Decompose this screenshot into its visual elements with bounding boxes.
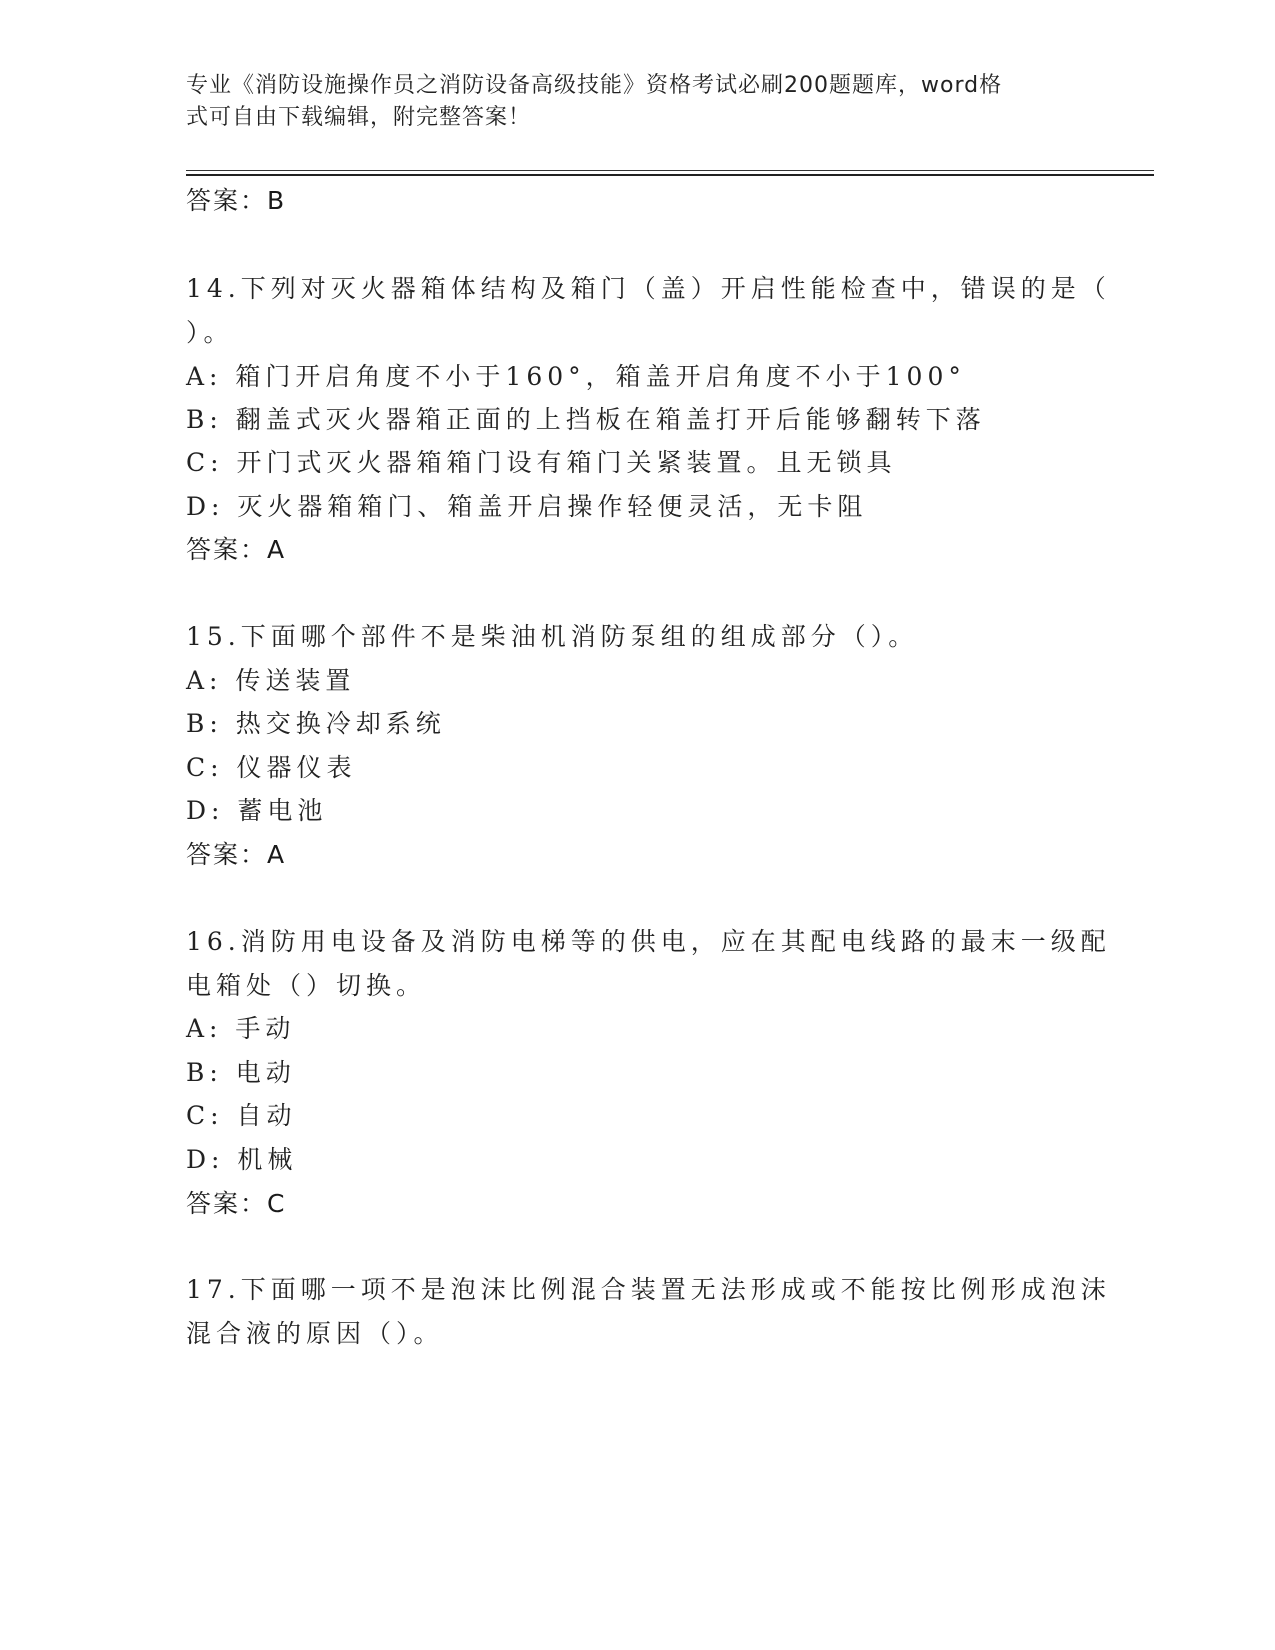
question-15-option-d: D: 蓄电池 [186,796,328,825]
document-header [186,70,1076,134]
answer-13: 答案：B [186,186,287,215]
question-15-option-a: A: 传送装置 [186,666,356,695]
question-14-option-d: D: 灭火器箱箱门、箱盖开启操作轻便灵活，无卡阻 [186,492,868,521]
question-17-text: 17.下面哪一项不是泡沫比例混合装置无法形成或不能按比例形成泡沫 [186,1275,1111,1304]
answer-15: 答案：A [186,840,287,869]
question-14-option-a: A: 箱门开启角度不小于160°，箱盖开启角度不小于100° [186,362,966,391]
header-divider-thick [186,174,1154,176]
header-line-1: 专业《消防设施操作员之消防设备高级技能》资格考试必刷200题题库，word格 [186,73,1003,98]
question-14-text: 14.下列对灭火器箱体结构及箱门（盖）开启性能检查中，错误的是（ [186,274,1111,303]
question-16-option-b: B: 电动 [186,1058,296,1087]
header-divider-thin [186,170,1154,171]
question-15-text: 15.下面哪个部件不是柴油机消防泵组的组成部分（）。 [186,622,919,651]
answer-16: 答案：C [186,1189,287,1218]
question-14-option-b: B: 翻盖式灭火器箱正面的上挡板在箱盖打开后能够翻转下落 [186,405,986,434]
question-16-text: 16.消防用电设备及消防电梯等的供电，应在其配电线路的最末一级配 [186,927,1111,956]
question-14-text-cont: ）。 [186,318,234,347]
question-16-option-c: C: 自动 [186,1101,297,1130]
question-15-option-b: B: 热交换冷却系统 [186,709,446,738]
question-16-text-cont: 电箱处（）切换。 [186,971,427,1000]
question-15-option-c: C: 仪器仪表 [186,753,357,782]
answer-14: 答案：A [186,535,287,564]
question-16-option-d: D: 机械 [186,1145,298,1174]
question-14-option-c: C: 开门式灭火器箱箱门设有箱门关紧装置。且无锁具 [186,448,897,477]
question-17-text-cont: 混合液的原因（）。 [186,1319,444,1348]
question-16-option-a: A: 手动 [186,1014,296,1043]
header-line-2: 式可自由下载编辑，附完整答案！ [186,105,532,130]
